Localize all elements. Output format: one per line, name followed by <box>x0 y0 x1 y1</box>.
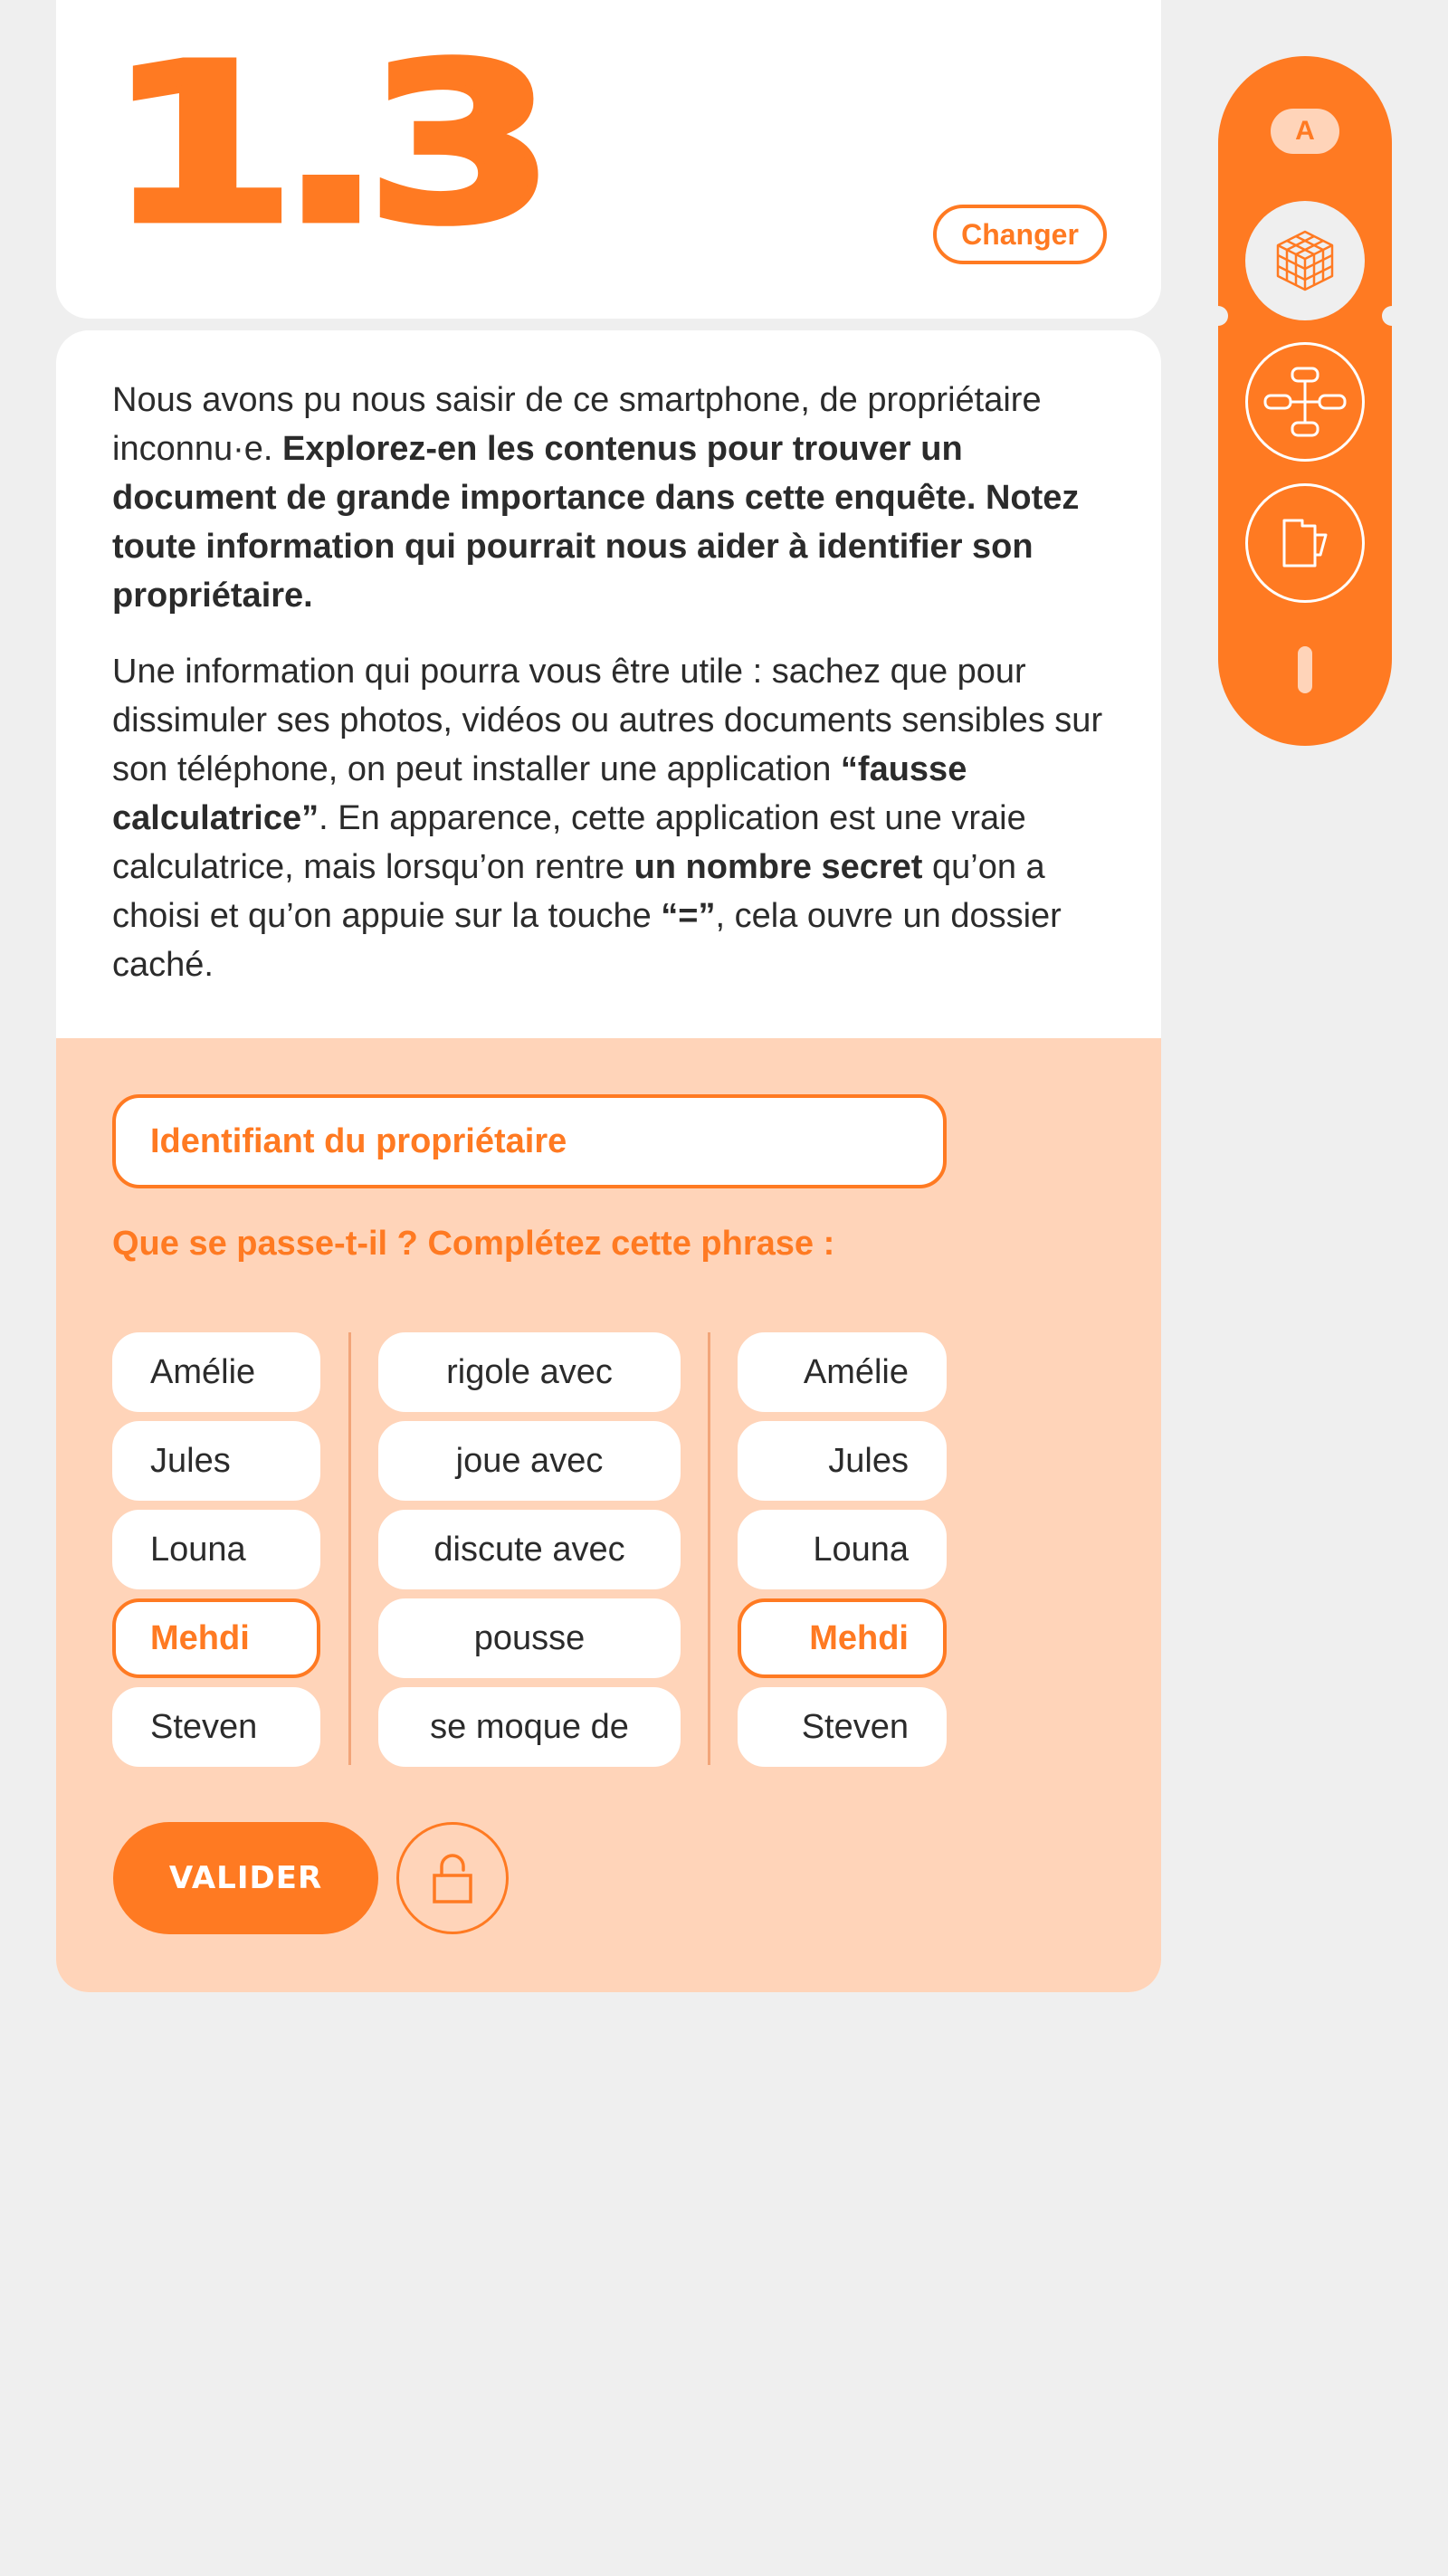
subject-option[interactable]: Steven <box>112 1687 320 1767</box>
toolbar-grip-handle[interactable] <box>1298 646 1312 693</box>
verb-option[interactable]: se moque de <box>378 1687 681 1767</box>
tool-button-flowchart[interactable] <box>1245 342 1365 462</box>
mug-icon <box>1273 511 1337 575</box>
intro-paragraph-1 <box>112 376 1108 620</box>
intro-p2-text-3: qu’on a choisi et qu’on appuie sur la touche <box>112 848 1045 935</box>
content-card <box>56 330 1161 1992</box>
section-number: 1.3 <box>107 18 539 272</box>
level-badge: A <box>1271 109 1339 154</box>
intro-paragraph-2 <box>112 647 1108 989</box>
subject-option[interactable]: Louna <box>112 1510 320 1589</box>
intro-p2-bold-1: “fausse calculatrice” <box>112 750 967 837</box>
intro-p2-text-4: , cela ouvre un dossier caché. <box>112 897 1062 984</box>
verb-option[interactable]: pousse <box>378 1598 681 1678</box>
subject-column <box>112 1332 320 1776</box>
verb-option[interactable]: discute avec <box>378 1510 681 1589</box>
object-option[interactable]: Mehdi <box>738 1598 947 1678</box>
intro-p1-bold: Explorez-en les contenus pour trouver un document de grande importance dans cette enquête. Notez toute information qui pourrait nous aider à identifier son propriétaire. <box>112 430 1080 615</box>
verb-option[interactable]: rigole avec <box>378 1332 681 1412</box>
object-option[interactable]: Steven <box>738 1687 947 1767</box>
intro-p1-text: Nous avons pu nous saisir de ce smartphone, de propriétaire inconnu·e. <box>112 381 1042 468</box>
validate-button[interactable]: VALIDER <box>113 1822 378 1934</box>
subject-option[interactable]: Mehdi <box>112 1598 320 1678</box>
lock-button[interactable] <box>396 1822 509 1934</box>
intro-p2-bold-3: “=” <box>661 897 716 935</box>
intro-p2-bold-2: un nombre secret <box>634 848 923 886</box>
intro-text <box>112 376 1108 1016</box>
intro-p2-text-2: . En apparence, cette application est une vraie calculatrice, mais lorsqu’on rentre <box>112 799 1026 886</box>
toolbar-notch <box>1382 306 1402 326</box>
subject-option[interactable]: Jules <box>112 1421 320 1501</box>
change-button[interactable]: Changer <box>933 205 1107 264</box>
answer-panel <box>56 1038 1161 1992</box>
column-divider <box>348 1332 351 1765</box>
object-column <box>738 1332 947 1776</box>
owner-id-input[interactable] <box>112 1094 947 1188</box>
question-label: Que se passe-t-il ? Complétez cette phrase : <box>112 1225 835 1263</box>
toolbar-notch <box>1208 306 1228 326</box>
column-divider <box>708 1332 710 1765</box>
object-option[interactable]: Amélie <box>738 1332 947 1412</box>
object-option[interactable]: Jules <box>738 1421 947 1501</box>
tool-button-cube[interactable] <box>1245 201 1365 320</box>
flowchart-icon <box>1262 363 1348 441</box>
intro-p2-text-1: Une information qui pourra vous être utile : sachez que pour dissimuler ses photos, vidéos ou autres documents sensibles sur son téléphone, on peut installer une application <box>112 653 1103 788</box>
header-card <box>56 0 1161 319</box>
verb-column <box>378 1332 681 1776</box>
lock-icon <box>431 1852 474 1904</box>
side-toolbar <box>1218 56 1392 746</box>
cube-icon <box>1271 226 1339 295</box>
verb-option[interactable]: joue avec <box>378 1421 681 1501</box>
tool-button-mug[interactable] <box>1245 483 1365 603</box>
subject-option[interactable]: Amélie <box>112 1332 320 1412</box>
object-option[interactable]: Louna <box>738 1510 947 1589</box>
